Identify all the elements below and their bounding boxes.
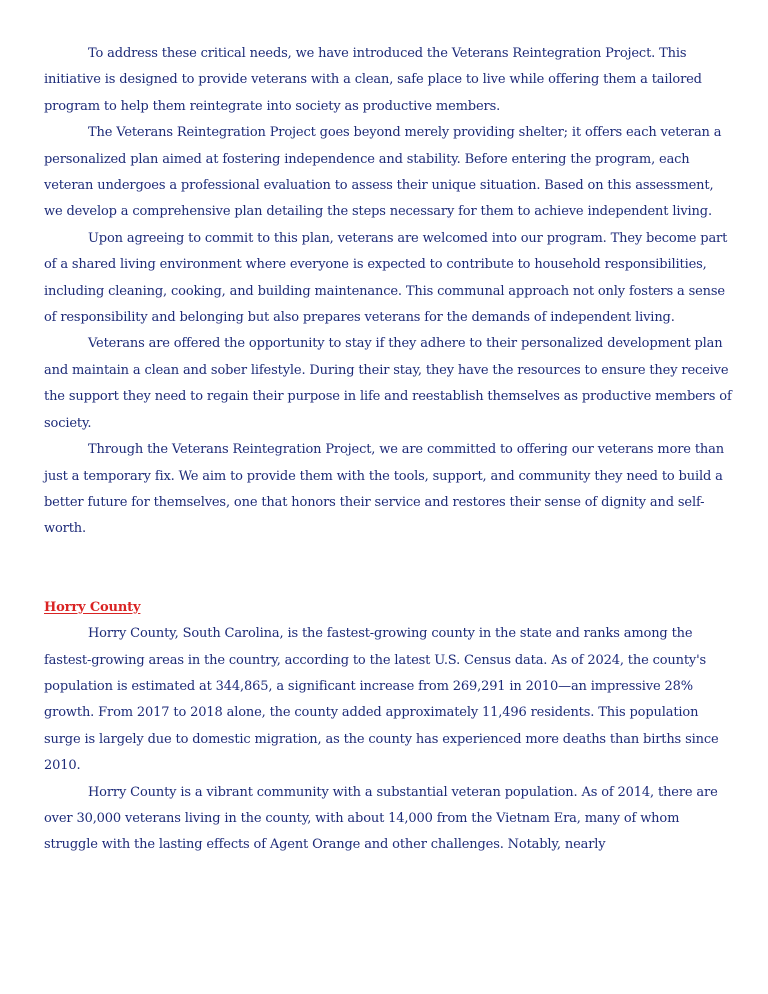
paragraph: Horry County is a vibrant community with a substantial veteran population. As of 2014, there are over 30,000 veterans living in the county, with about 14,000 from the Vietnam Era, many of whom struggle with the lasting effects of Agent Orange and other challenges. Notably, nearly — [44, 784, 718, 853]
paragraph: Upon agreeing to commit to this plan, veterans are welcomed into our program. They become part of a shared living environment where everyone is expected to contribute to household responsibilities, including cleaning, cooking, and building maintenance. This communal approach not only fosters a sense of responsibility and belonging but also prepares veterans for the demands of independent living. — [44, 230, 728, 326]
paragraph: The Veterans Reintegration Project goes beyond merely providing shelter; it offers each veteran a personalized plan aimed at fostering independence and stability. Before entering the program, each veteran undergoes a professional evaluation to assess their unique situation. Based on this assessment, we develop a comprehensive plan detailing the steps necessary for them to achieve independent living. — [44, 125, 722, 220]
paragraph: To address these critical needs, we have introduced the Veterans Reintegration Project. This initiative is designed to provide veterans with a clean, safe place to live while offering them a tailored program to help them reintegrate into society as productive members. — [44, 46, 702, 114]
paragraph: Horry County, South Carolina, is the fastest-growing county in the state and ranks among the fastest-growing areas in the country, according to the latest U.S. Census data. As of 2024, the county's population is estimated at 344,865, a significant increase from 269,291 in 2010—an impressive 28% growth. From 2017 to 2018 alone, the county added approximately 11,496 residents. This population surge is largely due to domestic migration, as the county has experienced more deaths than births since 2010. — [44, 626, 719, 774]
document-page — [44, 41, 732, 859]
reintegration-project-section — [44, 41, 732, 543]
paragraph: Through the Veterans Reintegration Project, we are committed to offering our veterans more than just a temporary fix. We aim to provide them with the tools, support, and community they need to build a better future for themselves, one that honors their service and restores their sense of dignity and self-worth. — [44, 442, 724, 537]
horry-county-section — [44, 595, 732, 859]
paragraph: Veterans are offered the opportunity to stay if they adhere to their personalized development plan and maintain a clean and sober lifestyle. During their stay, they have the resources to ensure they receive the support they need to regain their purpose in life and reestablish themselves as productive members of society. — [44, 336, 732, 431]
section-heading: Horry County — [44, 599, 141, 615]
section-spacer — [44, 543, 732, 595]
